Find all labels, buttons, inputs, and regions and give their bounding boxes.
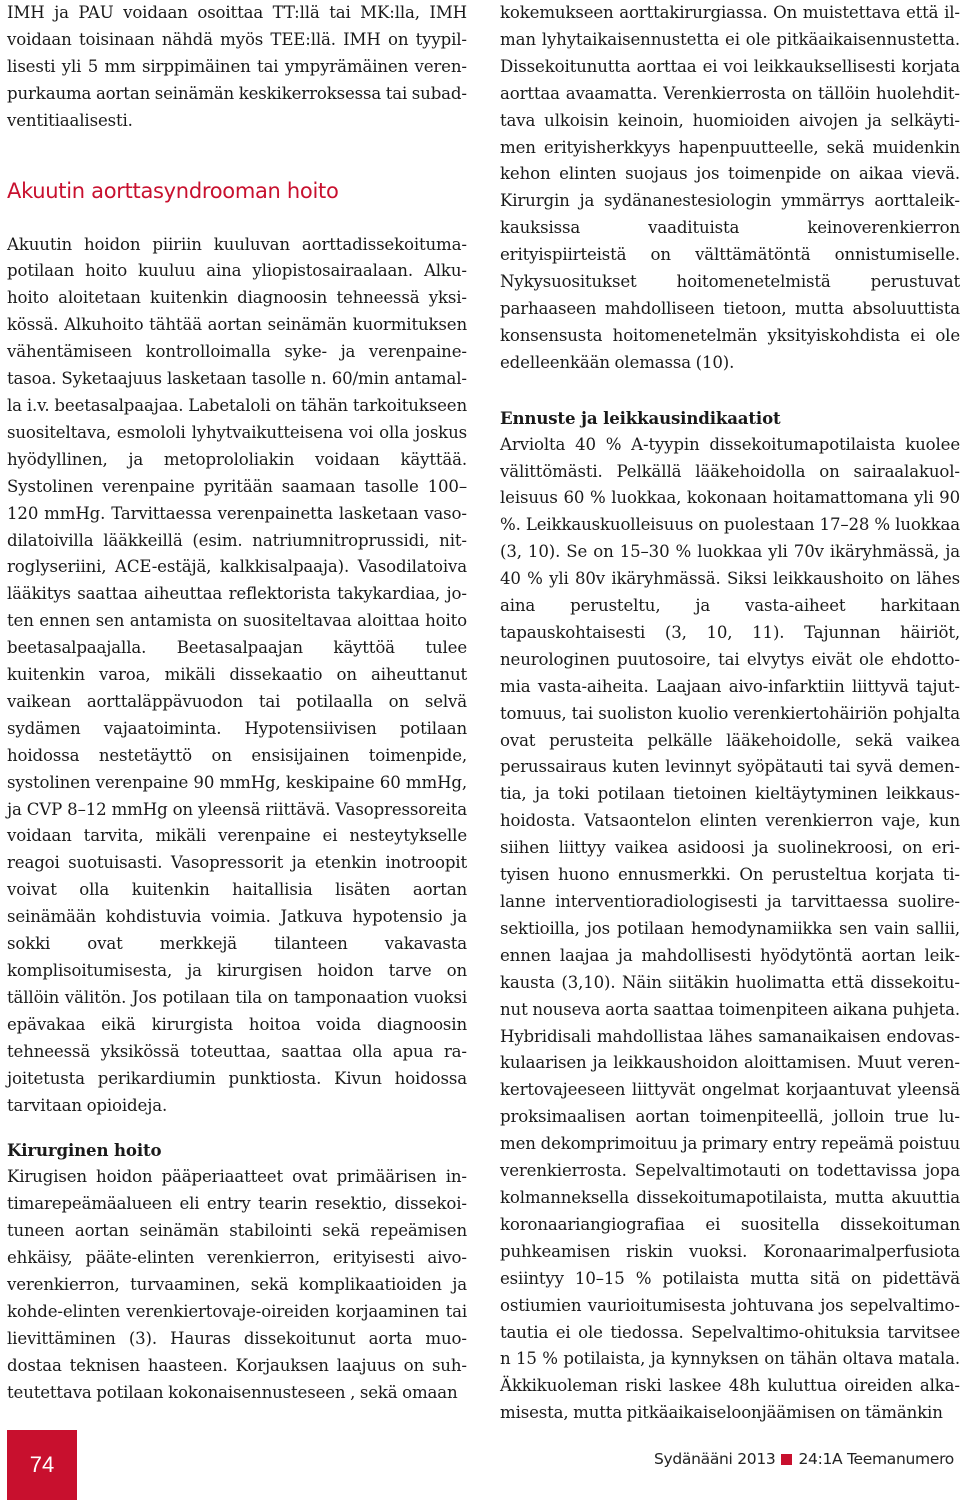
publication-name: Sydänääni 2013 — [653, 1450, 776, 1468]
treatment-paragraph: Akuutin hoidon piiriin kuuluvan aorttadissekoitumapotilaan hoito kuuluu aina yliopistosairaalaan. Alkuhoito aloitetaan kuitenkin diagnoosin tehneessä yksikössä. Alkuhoito tähtää aortan seinämän kuormituksen vähentämiseen kontrolloimalla syke- ja verenpainetasoa. Syketaajuus lasketaan tasolle n. 60/min antamalla i.v. beetasalpaajaa. Labetaloli on tähän tarkoitukseen suositeltava, esmololi lyhytvaikutteisena voi olla joskus hyödyllinen, ja metoprololiakin voidaan käyttää. Systolinen verenpaine pyritään saamaan tasolle 100–120 mmHg. Tarvittaessa verenpainetta lasketaan vasodilatoivilla lääkkeillä (esim. natriumnitroprussidi, nitroglyseriini, ACE-estäjä, kalkkisalpaaja). Vasodilatoiva lääkitys saattaa aiheuttaa reflektorista takykardiaa, joten ennen sen antamista on suositeltavaa aloittaa hoito beetasalpaajalla. Beetasalpaajan käyttöä tulee kuitenkin varoa, mikäli dissekaatio on aiheuttanut vaikean aorttaläppävuodon tai potilaalla on selvä sydämen vajaatoiminta. Hypotensiivisen potilaan hoidossa nestetäyttö on ensisijainen toimenpide, systolinen verenpaine 90 mmHg, keskipaine 60 mmHg, ja CVP 8–12 mmHg on yleensä riittävä. Vasopressoreita voidaan tarvita, mikäli verenpaine ei nesteytykselle reagoi suotuisasti. Vasopressorit ja etenkin inotroopit voivat olla kuitenkin haitallisia lisäten aortan seinämään kohdistuvia voimia. Jatkuva hypotensio ja sokki ovat merkkejä tilanteen vakavasta komplisoitumisesta, ja kirurgisen hoidon tarve on tällöin välitön. Jos potilaan tila on tamponaation vuoksi epävakaa eikä kirurgista hoitoa voida diagnoosin tehneessä yksikössä toteuttaa, saattaa olla apua rajoitetusta perikardiumin punktiosta. Kivun hoidossa tarvitaan opioideja. — [7, 234, 467, 1115]
page-number: 74 — [7, 1430, 77, 1500]
footer-meta — [654, 1450, 954, 1468]
subheading-surgical: Kirurginen hoito — [7, 1140, 162, 1161]
surgical-paragraph: Kirugisen hoidon pääperiaatteet ovat primäärisen intimarepeämäalueen eli entry tearin resektio, dissekoituneen aortan seinämän stabilointi sekä repeämisen ehkäisy, pääte-elinten verenkierron, erityisesti aivoverenkierron, turvaaminen, sekä komplikaatioiden ja kohde-elinten verenkiertovaje-oireiden korjaaminen tai lievittäminen (3). Hauras dissekoitunut aorta muodostaa teknisen haasteen. Korjauksen laajuus on suhteutettava potilaan kokonaisennusteseen , sekä omaan — [7, 1167, 467, 1402]
left-column — [7, 0, 467, 1407]
prognosis-paragraph: Arviolta 40 % A-tyypin dissekoitumapotilaista kuolee välittömästi. Pelkällä lääkehoidolla on sairaalakuolleisuus 60 % luokkaa, kokonaan hoitamattomana yli 90 %. Leikkauskuolleisuus on puolestaan 17–28 % luokkaa (3, 10). Se on 15–30 % luokkaa yli 70v ikäryhmässä, ja 40 % yli 80v ikäryhmässä. Siksi leikkaushoito on lähes aina perusteltu, ja vasta-aiheet harkitaan tapauskohtaisesti (3, 10, 11). Tajunnan häiriöt, neurologinen puutosoire, tai elvytys eivät ole ehdottomia vasta-aiheita. Laajaan aivo-infarktiin liittyvä tajuttomuus, tai suoliston kuolio verenkiertohäiriön pohjalta ovat perusteita pelkälle lääkehoidolle, sekä vaikea perussairaus kuten levinnyt syöpätauti tai syvä dementia, ja toki potilaan tietoinen kieltäytyminen leikkaushoidosta. Vatsaontelon elinten verenkierron vaje, kun siihen liittyy vaikea asidoosi ja suolinekroosi, on erityisen huono ennusmerkki. On perusteltua korjata tilanne interventioradiologisesti ja tarvittaessa suoliresektioilla, jos potilaan hemodynamiikka sen vain sallii, ennen laajaa ja mahdollisesti hyödytöntä aortan leikkausta (3,10). Näin siitäkin huolimatta että dissekoitunut nouseva aorta saattaa toimenpiteen aikana puhjeta. Hybridisali mahdollistaa lähes samanaikaisen endovaskulaarisen ja leikkaushoidon aloittamisen. Muut verenkertovajeeseen liittyvät ongelmat korjaantuvat yleensä proksimaalisen aortan toimenpiteellä, jolloin true lumen dekomprimoituu ja primary entry repeämä poistuu verenkierrosta. Sepelvaltimotauti on todettavissa jopa kolmanneksella dissekoitumapotilaista, mutta akuuttia koronaariangiografiaa ei suositella dissekoituman puhkeamisen riskin vuoksi. Koronaarimalperfusiota esiintyy 10–15 % potilaista mutta sitä on pidettävä ostiumien vaurioitumisesta johtuvana jos sepelvaltimotautia ei ole tiedossa. Sepelvaltimo-ohituksia tarvitsee n 15 % potilaista, ja kynnyksen on tähän oltava matala. Äkkikuoleman riski laskee 48h kuluttua oireiden alkamisesta, mutta pitkäaikaiseloonjäämisen on tämänkin — [500, 434, 960, 1423]
intro-paragraph: IMH ja PAU voidaan osoittaa TT:llä tai MK:lla, IMH voidaan toisinaan nähdä myös TEE:llä. IMH on tyypillisesti yli 5 mm sirppimäinen tai ympyrämäinen verenpurkauma aortan seinämän keskikerroksessa tai subadventitiaalisesti. — [7, 3, 467, 130]
section-title: Akuutin aorttasyndrooman hoito — [7, 178, 339, 203]
right-column — [500, 0, 960, 1427]
subheading-prognosis: Ennuste ja leikkausindikaatiot — [500, 407, 781, 428]
red-square-icon — [781, 1454, 792, 1465]
continuation-paragraph: kokemukseen aorttakirurgiassa. On muistettava että ilman lyhytaikaisennustetta ei ole pitkäaikaisennustetta. Dissekoitunutta aorttaa ei voi leikkauksellisesti korjata aorttaa avaamatta. Verenkierrosta on tällöin huolehdittava ulkoisin keinoin, huomioiden aivojen ja selkäytimen erityisherkkyys hapenpuutteelle, sekä muidenkin kehon elinten suojaus jos toimenpide on aikaa vievä. Kirurgin ja sydänanestesiologin ymmärrys aorttaleikkauksissa vaadituista keinoverenkierron erityispiirteistä on välttämätöntä onnistumiselle. Nykysuositukset hoitomenetelmistä perustuvat parhaaseen mahdolliseen tietoon, mutta absoluuttista konsensusta hoitomenetelmän yksityiskohdista ei ole edelleenkään olemassa (10). — [500, 3, 960, 372]
issue-name: 24:1A Teemanumero — [798, 1450, 954, 1468]
